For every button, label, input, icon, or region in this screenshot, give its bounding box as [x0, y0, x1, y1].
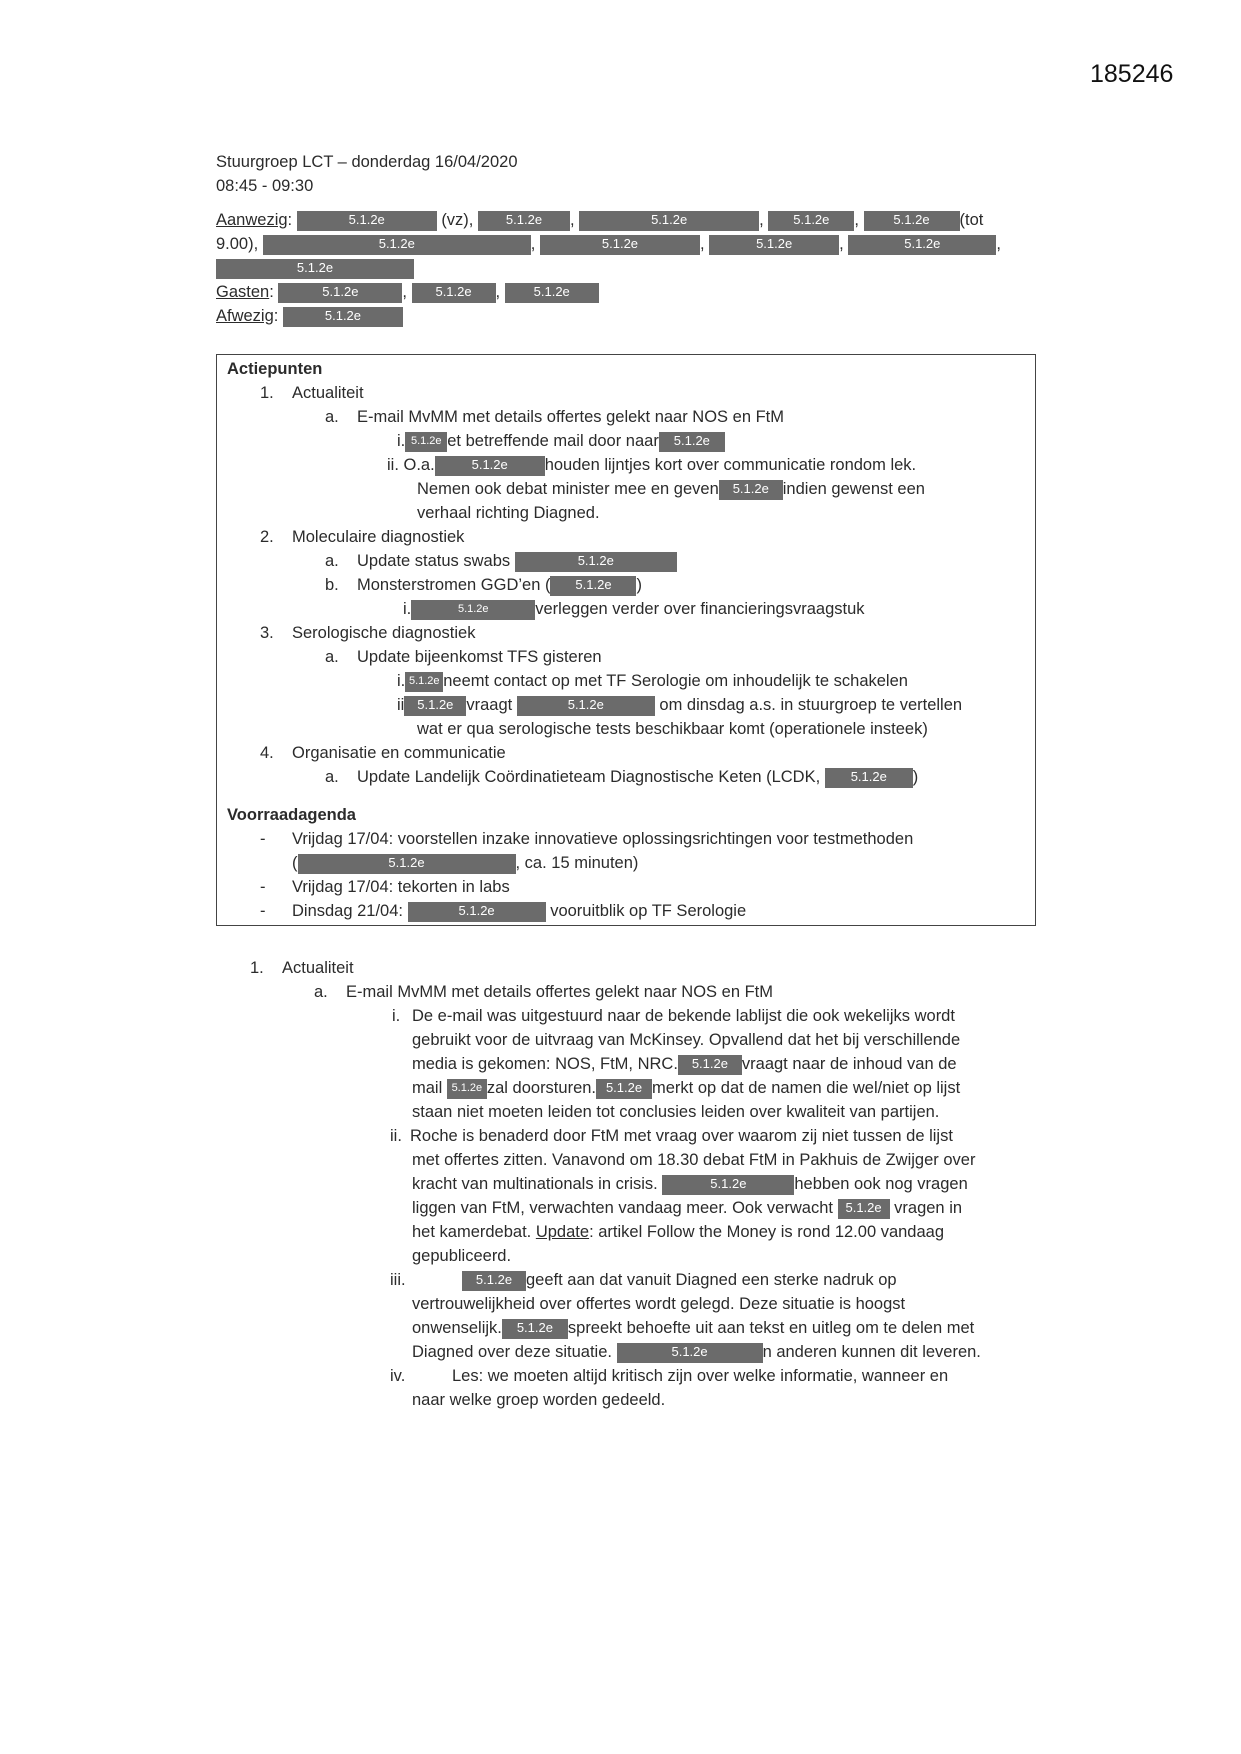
action-subsubitem: ii. O.a. 5.1.2e houden lijntjes kort over communicatie rondom lek.: [387, 456, 917, 474]
reserve-item: - Dinsdag 21/04: 5.1.2e vooruitblik op TF Serologie: [260, 902, 747, 920]
notes-item: 1. Actualiteit: [250, 959, 354, 977]
notes-continuation: liggen van FtM, verwachten vandaag meer. Ook verwacht 5.1.2e vragen in: [412, 1199, 963, 1217]
redaction: 5.1.2e: [540, 235, 700, 255]
reserve-continuation: ( 5.1.2e , ca. 15 minuten): [292, 854, 639, 872]
absent-line: Afwezig: 5.1.2e: [216, 304, 1046, 328]
attendance-block: [216, 208, 1046, 328]
redaction: 5.1.2e: [412, 283, 496, 303]
action-subitem: a. Update status swabs 5.1.2e: [227, 549, 1035, 573]
notes-point: iv. Les: we moeten altijd kritisch zijn over welke informatie, wanneer en: [390, 1367, 949, 1385]
redaction: 5.1.2e: [298, 854, 516, 874]
redaction: 5.1.2e: [408, 902, 546, 922]
redaction: 5.1.2e: [283, 307, 403, 327]
redaction: 5.1.2e: [447, 1079, 487, 1099]
redaction: 5.1.2e: [478, 211, 570, 231]
action-item: 3. Serologische diagnostiek: [260, 624, 476, 642]
action-subsubitem: i. 5.1.2e et betreffende mail door naar 5.1.2e: [227, 429, 1035, 453]
redaction: 5.1.2e: [505, 283, 599, 303]
redaction: 5.1.2e: [435, 456, 545, 476]
present-line: Aanwezig: 5.1.2e (vz), 5.1.2e , 5.1.2e , 5.1.2e , 5.1.2e (tot: [216, 211, 984, 229]
redaction: 5.1.2e: [617, 1343, 763, 1363]
guests-line: Gasten: 5.1.2e , 5.1.2e , 5.1.2e: [216, 280, 1046, 304]
present-line-3: [216, 256, 1046, 280]
redaction: 5.1.2e: [838, 1199, 890, 1219]
present-line-2: 9.00), 5.1.2e , 5.1.2e , 5.1.2e , 5.1.2e ,: [216, 235, 1001, 253]
action-continuation: Nemen ook debat minister mee en geven 5.1.2e indien gewenst een: [417, 480, 925, 498]
notes-continuation: media is gekomen: NOS, FtM, NRC. 5.1.2e vraagt naar de inhoud van de: [412, 1055, 957, 1073]
notes-continuation: met offertes zitten. Vanavond om 18.30 debat FtM in Pakhuis de Zwijger over: [412, 1151, 976, 1169]
action-subitem: b. Monsterstromen GGD’en ( 5.1.2e ): [325, 576, 642, 594]
redaction: 5.1.2e: [662, 1175, 794, 1195]
notes-continuation: kracht van multinationals in crisis. 5.1.2e hebben ook nog vragen: [412, 1175, 968, 1193]
redaction: 5.1.2e: [405, 432, 447, 452]
absent-label: Afwezig: [216, 307, 274, 325]
document-number: 185246: [1090, 60, 1174, 88]
redaction: 5.1.2e: [216, 259, 414, 279]
notes-continuation: onwenselijk. 5.1.2e spreekt behoefte uit aan tekst en uitleg om te delen met: [412, 1319, 975, 1337]
redaction: 5.1.2e: [596, 1079, 652, 1099]
notes-subitem: a. E-mail MvMM met details offertes gelekt naar NOS en FtM: [314, 983, 773, 1001]
reserve-item: - Vrijdag 17/04: voorstellen inzake innovatieve oplossingsrichtingen voor testmethoden: [260, 830, 914, 848]
present-label: Aanwezig: [216, 211, 288, 229]
reserve-item: - Vrijdag 17/04: tekorten in labs: [260, 878, 510, 896]
until-time: 9.00),: [216, 235, 259, 253]
redaction: 5.1.2e: [515, 552, 677, 572]
notes-continuation: gepubliceerd.: [412, 1247, 512, 1265]
redaction: 5.1.2e: [550, 576, 636, 596]
redaction: 5.1.2e: [263, 235, 531, 255]
redaction: 5.1.2e: [768, 211, 854, 231]
redaction: 5.1.2e: [864, 211, 960, 231]
action-subsubitem: i. 5.1.2e neemt contact op met TF Serologie om inhoudelijk te schakelen: [397, 672, 908, 690]
redaction: 5.1.2e: [502, 1319, 568, 1339]
action-subitem: a. E-mail MvMM met details offertes gelekt naar NOS en FtM: [325, 408, 784, 426]
action-item: 2. Moleculaire diagnostiek: [260, 528, 465, 546]
action-points-heading: Actiepunten: [227, 360, 323, 378]
action-item: 4. Organisatie en communicatie: [260, 744, 506, 762]
redaction: 5.1.2e: [405, 672, 443, 692]
meeting-time: 08:45 - 09:30: [216, 177, 314, 195]
redaction: 5.1.2e: [579, 211, 759, 231]
redaction: 5.1.2e: [278, 283, 402, 303]
redaction: 5.1.2e: [825, 768, 913, 788]
meeting-notes: [216, 956, 1046, 1412]
notes-continuation: mail 5.1.2e zal doorsturen. 5.1.2e merkt op dat de namen die wel/niet op lijst: [412, 1079, 961, 1097]
action-subitem: a. Update Landelijk Coördinatieteam Diagnostische Keten (LCDK, 5.1.2e ): [325, 768, 919, 786]
redaction: 5.1.2e: [517, 696, 655, 716]
notes-continuation: Diagned over deze situatie. 5.1.2e n anderen kunnen dit leveren.: [412, 1343, 981, 1361]
notes-continuation: staan niet moeten leiden tot conclusies leiden over kwaliteit van partijen.: [412, 1103, 940, 1121]
redaction: 5.1.2e: [719, 480, 783, 500]
chair-note: (vz),: [441, 211, 474, 229]
redaction: 5.1.2e: [462, 1271, 526, 1291]
action-continuation: verhaal richting Diagned.: [417, 504, 600, 522]
guests-label: Gasten: [216, 283, 270, 301]
redaction: 5.1.2e: [297, 211, 437, 231]
redaction: 5.1.2e: [411, 600, 535, 620]
action-subsubitem: i. 5.1.2e verleggen verder over financieringsvraagstuk: [403, 600, 865, 618]
redaction: 5.1.2e: [404, 696, 466, 716]
redaction: 5.1.2e: [678, 1055, 742, 1075]
notes-continuation: gebruikt voor de uitvraag van McKinsey. Opvallend dat het bij verschillende: [412, 1031, 961, 1049]
action-points-box: [216, 354, 1036, 926]
action-continuation: wat er qua serologische tests beschikbaar komt (operationele insteek): [417, 720, 928, 738]
notes-point: i. De e-mail was uitgestuurd naar de bekende lablijst die ook wekelijks wordt: [392, 1007, 955, 1025]
notes-point: ii. Roche is benaderd door FtM met vraag over waarom zij niet tussen de lijst: [390, 1127, 953, 1145]
redaction: 5.1.2e: [709, 235, 839, 255]
notes-point: iii. 5.1.2e geeft aan dat vanuit Diagned een sterke nadruk op: [390, 1271, 897, 1289]
notes-continuation: het kamerdebat. Update: artikel Follow the Money is rond 12.00 vandaag: [412, 1223, 945, 1241]
meeting-title: Stuurgroep LCT – donderdag 16/04/2020: [216, 153, 518, 171]
redaction: 5.1.2e: [848, 235, 996, 255]
minutes-page: [216, 150, 1046, 1412]
notes-continuation: naar welke groep worden gedeeld.: [412, 1391, 666, 1409]
redaction: 5.1.2e: [659, 432, 725, 452]
action-subsubitem: ii 5.1.2e vraagt 5.1.2e om dinsdag a.s. in stuurgroep te vertellen: [397, 696, 963, 714]
notes-continuation: vertrouwelijkheid over offertes wordt gelegd. Deze situatie is hoogst: [412, 1295, 906, 1313]
action-subitem: a. Update bijeenkomst TFS gisteren: [325, 648, 602, 666]
action-item: 1. Actualiteit: [260, 384, 364, 402]
until-note: (tot: [959, 211, 984, 229]
reserve-agenda-heading: Voorraadagenda: [227, 806, 356, 824]
